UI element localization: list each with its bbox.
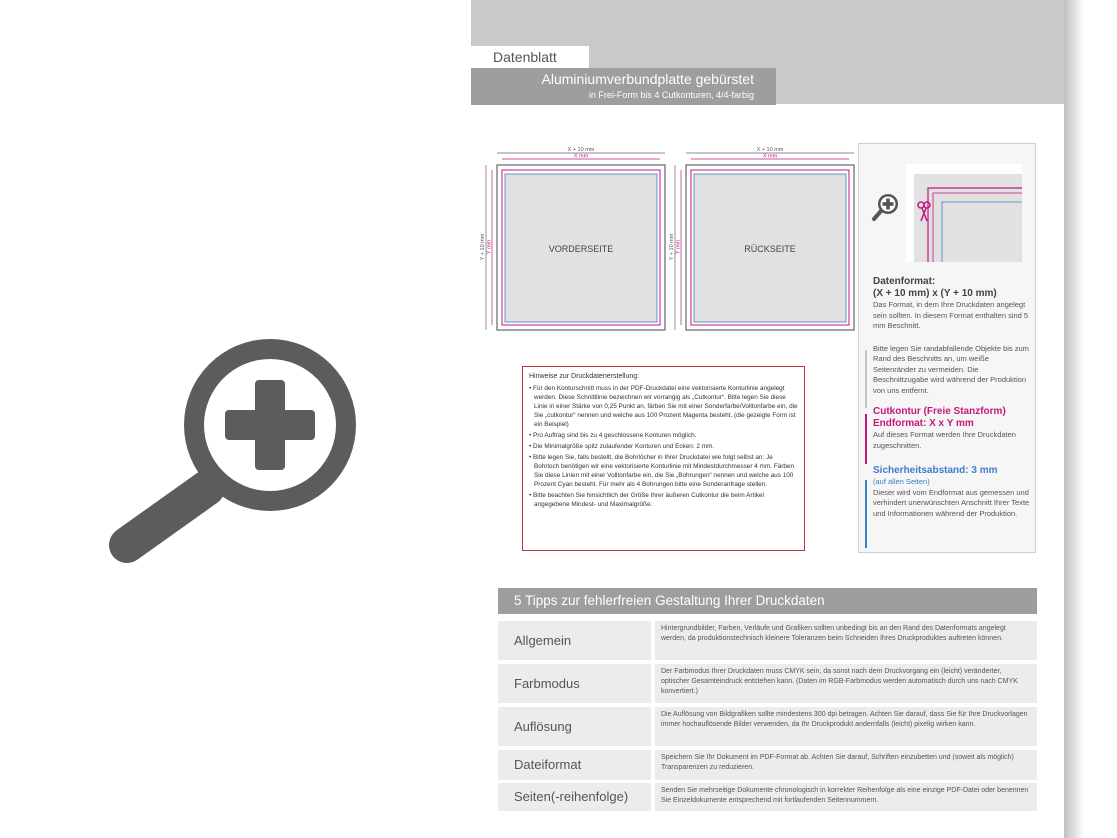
format-text: Das Format, in dem Ihre Druckdaten angelegt sein sollten. In diesem Format enthalten sind 5 mm Beschnitt. [873,300,1029,330]
dim-inner-x-back: X mm [762,153,778,160]
datasheet-tab: Datenblatt [471,46,589,68]
format-value: (X + 10 mm) x (Y + 10 mm) [873,288,997,299]
bleed-text: Bitte legen Sie randabfallende Objekte bis zum Rand des Beschnitts an, um weiße Seitenränder zu vermeiden. Die Beschnittzugabe wird während der Produktion von uns entfernt. [873,343,1029,395]
format-info-panel [858,143,1036,553]
zoom-in-icon-small[interactable] [871,192,901,224]
tip-row-allgemein [498,621,1037,660]
back-label: RÜCKSEITE [744,244,796,254]
title-bar [471,68,776,105]
format-diagram [481,143,861,343]
safety-sub: (auf allen Seiten) [873,477,930,486]
cut-format: Endformat: X x Y mm [873,418,974,429]
print-hints-box [522,366,805,551]
hint-item: • Die Minimalgröße spitz zulaufender Konturen und Ecken: 2 mm. [529,442,798,451]
tip-row-farbmodus [498,664,1037,703]
format-heading: Datenformat: [873,276,936,287]
safety-text: Dieser wird vom Endformat aus gemessen und verhindert unerwünschten Anschnitt Ihrer Texte und Informationen während der Produktion. [873,487,1030,518]
tip-text: Speichern Sie Ihr Dokument im PDF-Format ab. Achten Sie darauf, Schriften einzubetten und (soweit als möglich) Transparenzen zu reduzieren. [655,750,1037,780]
dim-inner-y-front: Y mm [486,239,493,255]
bar-cut [865,414,867,464]
dim-outer-x-back: X + 10 mm [756,147,784,153]
tip-label: Dateiformat [498,750,651,780]
tip-label: Allgemein [498,621,651,660]
tip-text: Die Auflösung von Bildgrafiken sollte mindestens 300 dpi betragen. Achten Sie darauf, dass Sie für Ihre Druckvorlagen immer hochauflösende Bilder verwenden, da Ihr Druckprodukt andernfalls (leicht) pixelig wirken kann. [655,707,1037,746]
front-label: VORDERSEITE [548,244,614,254]
tip-text: Hintergrundbilder, Farben, Verläufe und Grafiken sollten unbedingt bis an den Rand des Datenformats angelegt werden, da produktionstechnisch kleinere Toleranzen beim Schneiden Ihres Druckproduktes auftreten können. [655,621,1037,660]
hints-list [529,384,798,509]
hint-item: • Bitte legen Sie, falls bestellt, die Bohrlöcher in Ihrer Druckdatei wie folgt selbst an: Je Bohrloch benötigen wir eine vektorisierte Konturlinie mit Mindestdurchmesser 4 mm. Färben Sie diese Linien mit einer Volltonfarbe ein, die Sie „Bohrungen“ nennen und welche aus 100 Prozent Cyan besteht. Für mehr als 4 Bohrungen bitte eine Sonderanfrage stellen. [529,453,798,489]
dim-outer-x-front: X + 10 mm [567,147,595,153]
front-panel [486,153,665,330]
hints-title: Hinweise zur Druckdatenerstellung: [529,373,640,380]
back-panel [675,153,854,330]
format-info-text [873,276,1033,519]
tip-row-seiten [498,783,1037,811]
safety-heading: Sicherheitsabstand: 3 mm [873,465,998,476]
tip-row-aufloesung [498,707,1037,746]
scissors-icon [917,201,931,227]
tip-label: Auflösung [498,707,651,746]
hint-item: • Bitte beachten Sie hinsichtlich der Größe Ihrer äußeren Cutkontur die beim Artikel angegebene Mindest- und Maximalgröße. [529,491,798,509]
hint-item: • Für den Konturschnitt muss in der PDF-Druckdatei eine vektorisierte Konturlinie angelegt werden. Diese Schnittlinie bezeichnen wir vorrangig als „Cutkontur“. Bitte legen Sie diese Linie in einer Stärke von 0,25 Punkt an, färben Sie mit einer Sonderfarbe/Volltonfarbe ein, die Sie „cutkontur“ nennen und welche aus 100 Prozent Magenta besteht. (die gezeigte Form ist ein Beispiel) [529,384,798,429]
dim-inner-y-back: Y mm [675,239,682,255]
tip-text: Senden Sie mehrseitige Dokumente chronologisch in korrekter Reihenfolge als eine einzige PDF-Datei oder benennen Sie Einzeldokumente entsprechend mit fortlaufenden Seitennummern. [655,783,1037,811]
zoom-in-icon[interactable] [95,300,435,570]
bar-format [865,350,867,408]
tip-label: Farbmodus [498,664,651,703]
datasheet-page [471,0,1064,838]
cut-heading: Cutkontur (Freie Stanzform) [873,406,1006,417]
product-subtitle: in Frei-Form bis 4 Cutkonturen, 4/4-farbig [588,90,754,100]
tip-text: Der Farbmodus Ihrer Druckdaten muss CMYK sein, da sonst nach dem Druckvorgang ein (leicht) veränderter, optischer Gesamteindruck entstehen kann. (Daten im RGB-Farbmodus werden automatisch durch uns nach CMYK konvertiert.) [655,664,1037,703]
hint-item: • Pro Auftrag sind bis zu 4 geschlossene Konturen möglich. [529,431,798,440]
dim-inner-x-front: X mm [573,153,589,160]
cut-text: Auf dieses Format werden Ihre Druckdaten zugeschnitten. [873,430,1016,450]
product-title: Aluminiumverbundplatte gebürstet [541,71,754,87]
bar-safety [865,480,867,548]
tips-heading: 5 Tipps zur fehlerfreien Gestaltung Ihrer Druckdaten [498,588,1037,614]
tip-label: Seiten(-reihenfolge) [498,783,651,811]
dim-outer-y-front: Y + 10 mm [480,233,486,261]
sheet-shadow [1064,0,1084,838]
tip-row-dateiformat [498,750,1037,780]
dim-outer-y-back: Y + 10 mm [669,233,675,261]
